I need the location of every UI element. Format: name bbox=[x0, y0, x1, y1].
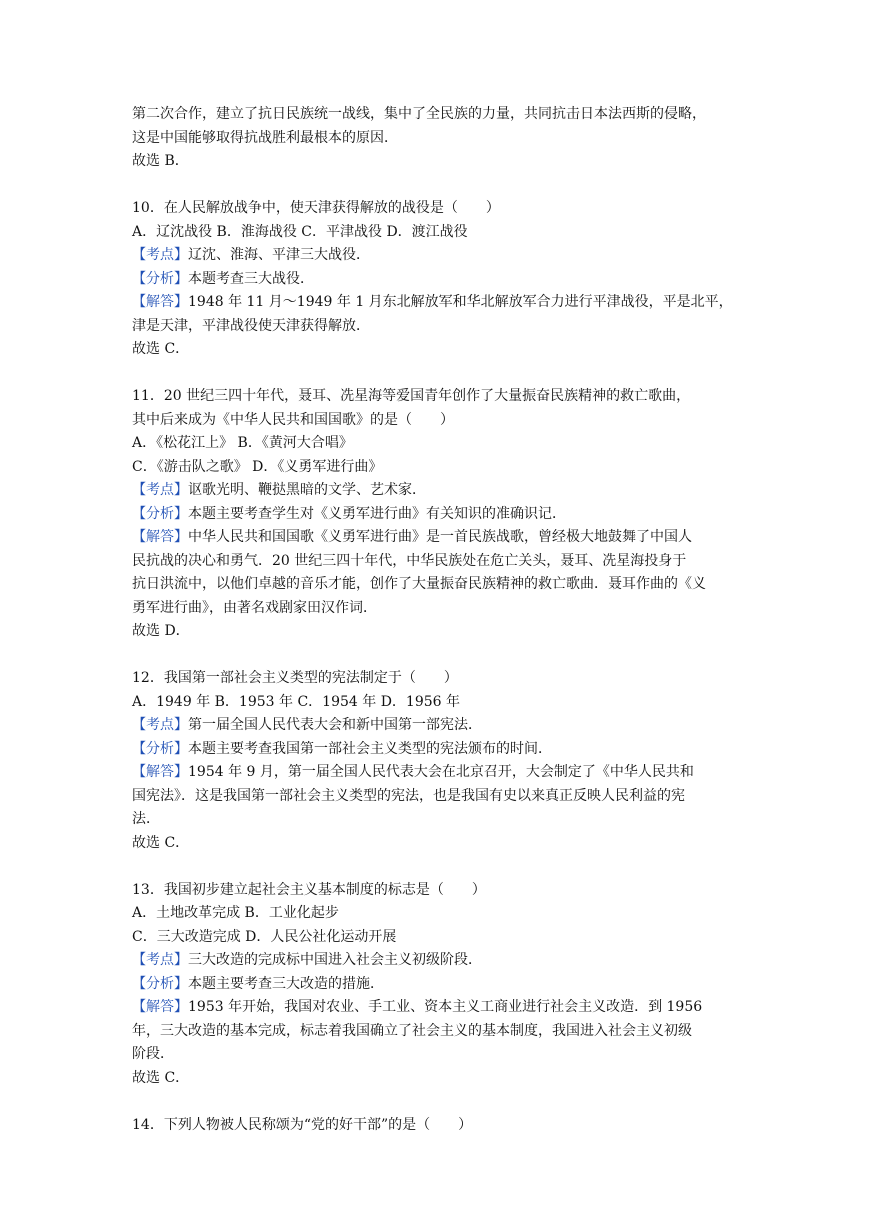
jieda-line bbox=[132, 761, 752, 785]
answer-line: 故选 C． bbox=[132, 834, 190, 851]
jieda-text: 1953 年开始，我国对农业、手工业、资本主义工商业进行社会主义改造．到 1956 bbox=[188, 999, 703, 1015]
question-options: C．《游击队之歌》 D．《义勇军进行曲》 bbox=[132, 458, 383, 475]
fenxi-label: 【分析】 bbox=[132, 270, 188, 287]
fenxi-line bbox=[132, 268, 752, 292]
question-12 bbox=[132, 667, 752, 855]
kaodian-text: 第一届全国人民代表大会和新中国第一部宪法． bbox=[188, 717, 482, 733]
answer-line: 故选 D． bbox=[132, 623, 190, 639]
fenxi-line bbox=[132, 738, 752, 762]
kaodian-line bbox=[132, 949, 752, 973]
jieda-text: 国宪法》．这是我国第一部社会主义类型的宪法，也是我国有史以来真正反映人民利益的宪 bbox=[132, 787, 685, 804]
kaodian-label: 【考点】 bbox=[132, 952, 188, 968]
kaodian-text: 讴歌光明、鞭挞黑暗的文学、艺术家． bbox=[188, 482, 426, 498]
jieda-label: 【解答】 bbox=[132, 529, 188, 545]
intro-block bbox=[132, 103, 752, 174]
kaodian-label: 【考点】 bbox=[132, 247, 188, 263]
kaodian-label: 【考点】 bbox=[132, 482, 188, 498]
answer-line: 故选 C． bbox=[132, 341, 190, 357]
fenxi-label: 【分析】 bbox=[132, 975, 188, 992]
jieda-label: 【解答】 bbox=[132, 764, 188, 780]
fenxi-line bbox=[132, 503, 752, 527]
question-13 bbox=[132, 879, 752, 1091]
answer-line: 故选 B． bbox=[132, 153, 189, 169]
jieda-label: 【解答】 bbox=[132, 294, 188, 310]
kaodian-text: 三大改造的完成标中国进入社会主义初级阶段． bbox=[188, 952, 482, 968]
jieda-text: 津是天津，平津战役使天津获得解放． bbox=[132, 317, 370, 334]
jieda-text: 阶段． bbox=[132, 1046, 174, 1062]
kaodian-line bbox=[132, 479, 752, 503]
kaodian-line bbox=[132, 714, 752, 738]
jieda-text: 1948 年 11 月～1949 年 1 月东北解放军和华北解放军合力进行平津战役，平是北平， bbox=[188, 294, 733, 310]
question-10 bbox=[132, 197, 752, 362]
question-stem: 13．我国初步建立起社会主义基本制度的标志是（ ） bbox=[132, 881, 486, 898]
question-options: C．三大改造完成 D．人民公社化运动开展 bbox=[132, 928, 397, 945]
fenxi-text: 本题考查三大战役． bbox=[188, 270, 314, 287]
jieda-text: 勇军进行曲》，由著名戏剧家田汉作词． bbox=[132, 599, 377, 616]
text-line: 第二次合作，建立了抗日民族统一战线，集中了全民族的力量，共同抗击日本法西斯的侵略， bbox=[132, 106, 706, 122]
jieda-line bbox=[132, 291, 752, 315]
question-stem: 其中后来成为《中华人民共和国国歌》的是（ ） bbox=[132, 411, 454, 428]
question-11 bbox=[132, 385, 752, 644]
fenxi-text: 本题主要考查学生对《义勇军进行曲》有关知识的准确识记． bbox=[188, 505, 566, 522]
jieda-label: 【解答】 bbox=[132, 999, 188, 1015]
jieda-text: 年，三大改造的基本完成，标志着我国确立了社会主义的基本制度，我国进入社会主义初级 bbox=[132, 1022, 692, 1039]
question-options: A．辽沈战役 B．淮海战役 C．平津战役 D．渡江战役 bbox=[132, 223, 468, 240]
question-stem: 10．在人民解放战争中，使天津获得解放的战役是（ ） bbox=[132, 200, 500, 216]
text-line: 这是中国能够取得抗战胜利最根本的原因． bbox=[132, 129, 398, 146]
question-14 bbox=[132, 1114, 752, 1138]
jieda-text: 法． bbox=[132, 811, 160, 827]
jieda-text: 民抗战的决心和勇气．20 世纪三四十年代，中华民族处在危亡关头，聂耳、冼星海投身于 bbox=[132, 552, 687, 569]
answer-line: 故选 C． bbox=[132, 1069, 190, 1086]
question-options: A．1949 年 B．1953 年 C．1954 年 D．1956 年 bbox=[132, 693, 461, 710]
kaodian-label: 【考点】 bbox=[132, 717, 188, 733]
fenxi-text: 本题主要考查三大改造的措施． bbox=[188, 975, 384, 992]
question-options: A．《松花江上》 B．《黄河大合唱》 bbox=[132, 435, 353, 451]
document-page bbox=[132, 103, 752, 1137]
fenxi-text: 本题主要考查我国第一部社会主义类型的宪法颁布的时间． bbox=[188, 740, 552, 757]
question-stem: 11．20 世纪三四十年代，聂耳、冼星海等爱国青年创作了大量振奋民族精神的救亡歌曲， bbox=[132, 388, 691, 404]
fenxi-line bbox=[132, 973, 752, 997]
question-options: A．土地改革完成 B．工业化起步 bbox=[132, 905, 339, 921]
kaodian-line bbox=[132, 244, 752, 268]
question-stem: 14．下列人物被人民称颂为“党的好干部”的是（ ） bbox=[132, 1116, 473, 1133]
kaodian-text: 辽沈、淮海、平津三大战役． bbox=[188, 247, 370, 263]
jieda-line bbox=[132, 526, 752, 550]
jieda-text: 中华人民共和国国歌《义勇军进行曲》是一首民族战歌，曾经极大地鼓舞了中国人 bbox=[188, 529, 692, 545]
jieda-text: 1954 年 9 月，第一届全国人民代表大会在北京召开，大会制定了《中华人民共和 bbox=[188, 764, 694, 780]
question-stem: 12．我国第一部社会主义类型的宪法制定于（ ） bbox=[132, 670, 458, 686]
jieda-line bbox=[132, 996, 752, 1020]
fenxi-label: 【分析】 bbox=[132, 740, 188, 757]
jieda-text: 抗日洪流中，以他们卓越的音乐才能，创作了大量振奋民族精神的救亡歌曲．聂耳作曲的《义 bbox=[132, 576, 706, 592]
fenxi-label: 【分析】 bbox=[132, 505, 188, 522]
